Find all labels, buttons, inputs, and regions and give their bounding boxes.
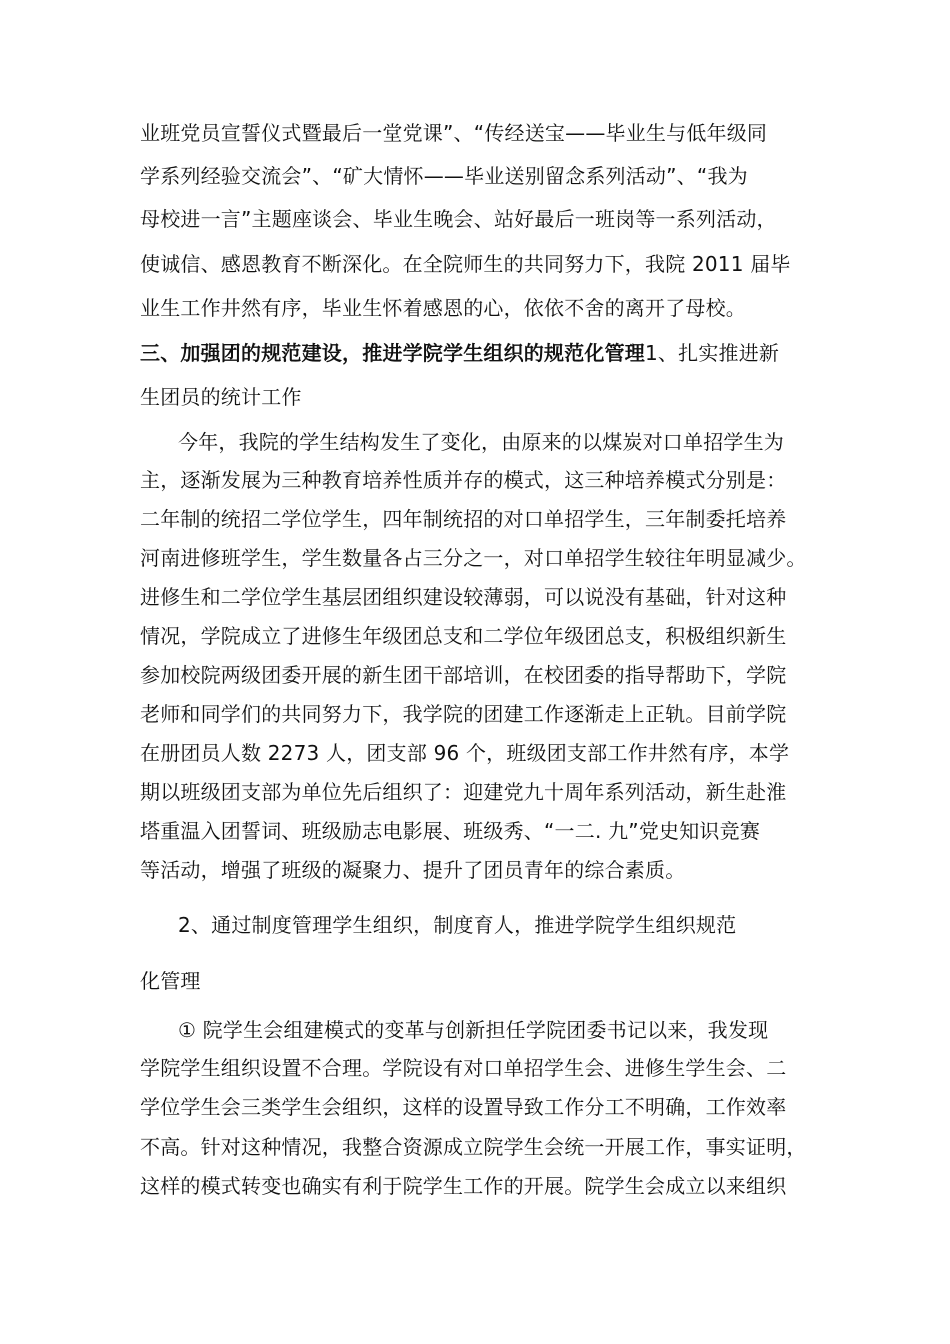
section-heading xyxy=(140,339,779,367)
section-heading-title: 三、加强团的规范建设，推进学院学生组织的规范化管理 xyxy=(140,341,645,365)
text-line: 学院学生组织设置不合理。学院设有对口单招学生会、进修生学生会、二 xyxy=(140,1056,787,1080)
text-line: 在册团员人数 2273 人，团支部 96 个，班级团支部工作井然有序，本学 xyxy=(140,741,790,765)
text-line: 主，逐渐发展为三种教育培养性质并存的模式，这三种培养模式分别是： xyxy=(140,468,787,492)
text-line: 情况，学院成立了进修生年级团总支和二学位年级团总支，积极组织新生 xyxy=(140,624,787,648)
text-line: 学位学生会三类学生会组织，这样的设置导致工作分工不明确，工作效率 xyxy=(140,1095,787,1119)
text-line: 业班党员宣誓仪式暨最后一堂党课”、“传经送宝——毕业生与低年级同 xyxy=(140,121,768,145)
text-line: 这样的模式转变也确实有利于院学生工作的开展。院学生会成立以来组织 xyxy=(140,1174,787,1198)
text-line: 生团员的统计工作 xyxy=(140,385,302,409)
text-line: 进修生和二学位学生基层团组织建设较薄弱，可以说没有基础，针对这种 xyxy=(140,585,787,609)
text-line: 河南进修班学生，学生数量各占三分之一，对口单招学生较往年明显减少。 xyxy=(140,546,807,570)
text-line: 期以班级团支部为单位先后组织了：迎建党九十周年系列活动，新生赴淮 xyxy=(140,780,787,804)
paragraph-first-line: ① 院学生会组建模式的变革与创新担任学院团委书记以来，我发现 xyxy=(178,1018,769,1042)
text-line: 母校进一言”主题座谈会、毕业生晚会、站好最后一班岗等一系列活动， xyxy=(140,207,777,231)
text-line: 二年制的统招二学位学生，四年制统招的对口单招学生，三年制委托培养 xyxy=(140,507,787,531)
text-line: 学系列经验交流会”、“矿大情怀——毕业送别留念系列活动”、“我为 xyxy=(140,164,748,188)
subsection-heading-continued: 化管理 xyxy=(140,969,201,993)
text-line: 使诚信、感恩教育不断深化。在全院师生的共同努力下，我院 2011 届毕 xyxy=(140,252,791,276)
text-line: 参加校院两级团委开展的新生团干部培训，在校团委的指导帮助下，学院 xyxy=(140,663,787,687)
text-line: 业生工作井然有序，毕业生怀着感恩的心，依依不舍的离开了母校。 xyxy=(140,296,746,320)
section-heading-subtitle: 1、扎实推进新 xyxy=(645,341,780,365)
text-line: 老师和同学们的共同努力下，我学院的团建工作逐渐走上正轨。目前学院 xyxy=(140,702,787,726)
text-line: 不高。针对这种情况，我整合资源成立院学生会统一开展工作，事实证明， xyxy=(140,1135,807,1159)
paragraph-first-line: 今年，我院的学生结构发生了变化，由原来的以煤炭对口单招学生为 xyxy=(178,430,784,454)
text-line: 塔重温入团誓词、班级励志电影展、班级秀、“一二. 九”党史知识竞赛 xyxy=(140,819,761,843)
subsection-heading: 2、通过制度管理学生组织，制度育人，推进学院学生组织规范 xyxy=(178,913,737,937)
text-line: 等活动，增强了班级的凝聚力、提升了团员青年的综合素质。 xyxy=(140,858,686,882)
